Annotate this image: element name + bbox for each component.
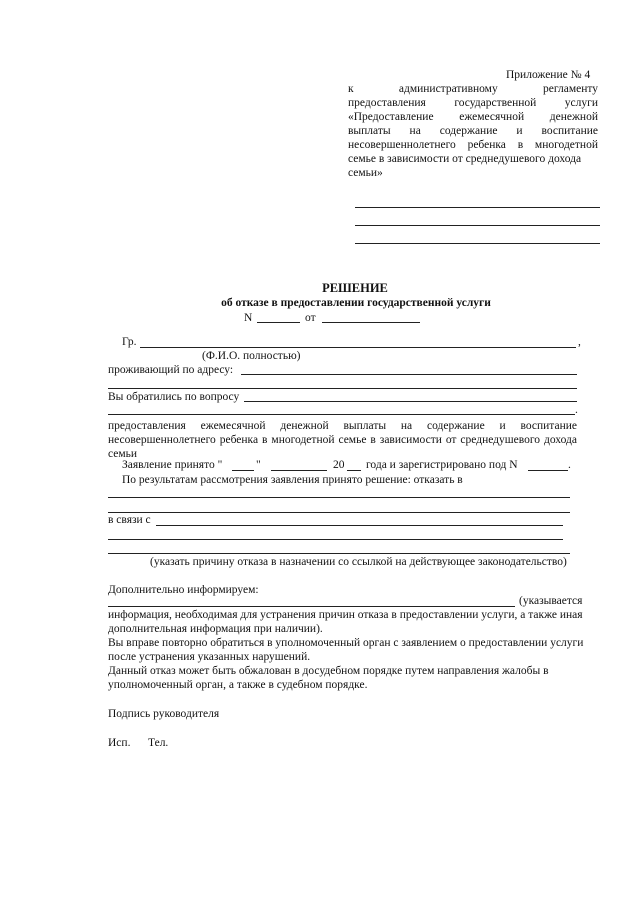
- reason-hint: (указать причину отказа в назначении со ссылкой на действующее законодательство): [150, 556, 567, 568]
- result-text: По результатам рассмотрения заявления принято решение: отказать в: [122, 474, 463, 486]
- info-line-7: уполномоченный орган, а также в судебном порядке.: [108, 679, 368, 691]
- question-label: Вы обратились по вопросу: [108, 391, 240, 403]
- accepted-dot: .: [568, 459, 571, 471]
- info-line-2: информация, необходимая для устранения причин отказа в предоставлении услуги, а также иная: [108, 609, 583, 621]
- citizen-comma: ,: [578, 336, 581, 348]
- info-line-4: Вы вправе повторно обратиться в уполномоченный орган с заявлением о предоставлении услуги: [108, 637, 584, 649]
- header-line-1: к административному регламенту: [348, 83, 598, 95]
- executor-label: Исп.: [108, 737, 131, 749]
- addressee-line-3[interactable]: [355, 243, 600, 244]
- question-dot: .: [575, 404, 578, 416]
- fio-hint: (Ф.И.О. полностью): [202, 350, 301, 362]
- addressee-line-1[interactable]: [355, 207, 600, 208]
- header-line-4: выплаты на содержание и воспитание: [348, 125, 598, 137]
- date-label: от: [305, 312, 316, 324]
- header-line-3: «Предоставление ежемесячной денежной: [348, 111, 598, 123]
- address-label: проживающий по адресу:: [108, 364, 234, 376]
- accepted-day-field[interactable]: [232, 470, 254, 471]
- reason-field-1[interactable]: [156, 525, 563, 526]
- header-line-5: несовершеннолетнего ребенка в многодетной: [348, 139, 598, 151]
- info-field[interactable]: [108, 606, 515, 607]
- result-field-1[interactable]: [108, 497, 570, 498]
- accepted-month-field[interactable]: [271, 470, 327, 471]
- info-line-3: дополнительная информация при наличии).: [108, 623, 323, 635]
- header-line-2: предоставления государственной услуги: [348, 97, 598, 109]
- date-field[interactable]: [322, 322, 420, 323]
- registration-number-field[interactable]: [528, 470, 568, 471]
- accepted-text-a: Заявление принято ": [122, 459, 223, 471]
- number-field[interactable]: [257, 322, 300, 323]
- result-field-2[interactable]: [108, 512, 570, 513]
- appendix-number: Приложение № 4: [506, 69, 591, 81]
- citizen-name-field[interactable]: [140, 347, 576, 348]
- accepted-text-d: года и зарегистрировано под N: [366, 459, 518, 471]
- reason-prefix: в связи с: [108, 514, 151, 526]
- number-label: N: [244, 312, 253, 324]
- header-line-7: семьи»: [348, 167, 383, 179]
- question-field-1[interactable]: [244, 401, 577, 402]
- addressee-line-2[interactable]: [355, 225, 600, 226]
- info-line-6: Данный отказ может быть обжалован в досудебном порядке путем направления жалобы в: [108, 665, 549, 677]
- info-line-5: после устранения указанных нарушений.: [108, 651, 311, 663]
- reason-field-3[interactable]: [108, 553, 570, 554]
- address-field-1[interactable]: [241, 374, 577, 375]
- document-title: РЕШЕНИЕ: [322, 281, 388, 295]
- signature-label: Подпись руководителя: [108, 708, 220, 720]
- reason-field-2[interactable]: [108, 539, 563, 540]
- subject-line-2: несовершеннолетнего ребенка в многодетной семье в зависимости от среднедушевого дохода: [108, 434, 577, 446]
- subject-line-1: предоставления ежемесячной денежной выплаты на содержание и воспитание: [108, 420, 577, 432]
- header-line-6: семье в зависимости от среднедушевого дохода: [348, 153, 582, 165]
- info-heading: Дополнительно информируем:: [108, 584, 259, 596]
- accepted-year-field[interactable]: [347, 470, 361, 471]
- document-subtitle: об отказе в предоставлении государственной услуги: [221, 297, 491, 309]
- question-field-2[interactable]: [108, 414, 575, 415]
- citizen-label: Гр.: [122, 336, 137, 348]
- accepted-text-b: ": [256, 459, 261, 471]
- phone-label: Тел.: [148, 737, 169, 749]
- address-field-2[interactable]: [108, 388, 577, 389]
- accepted-text-c: 20: [333, 459, 345, 471]
- subject-line-3: семьи: [108, 448, 138, 460]
- info-tail-1: (указывается: [519, 595, 583, 607]
